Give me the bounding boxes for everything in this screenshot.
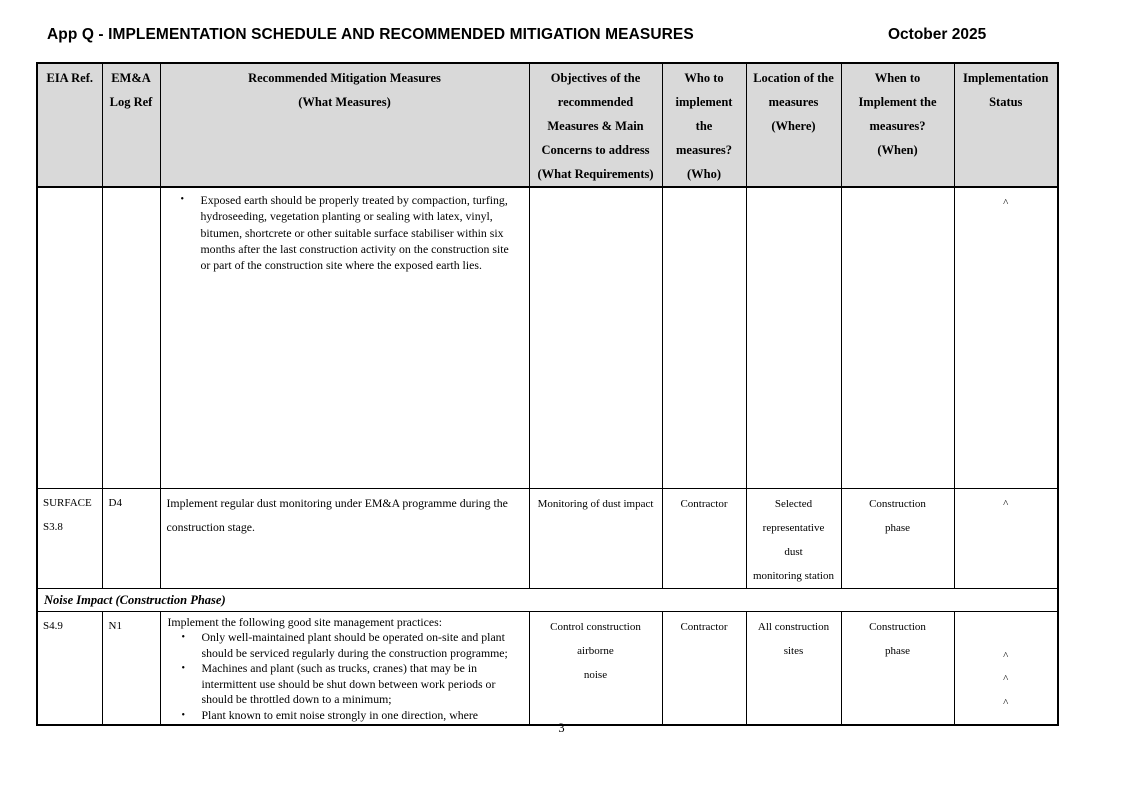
log-ref-cell: [102, 187, 160, 488]
header-line: Log Ref: [109, 95, 153, 109]
eia-ref-line: SURFACE: [43, 496, 92, 509]
objective-line: noise: [583, 668, 608, 681]
measure-bullet-item: [175, 192, 521, 273]
page-number: 3: [558, 721, 565, 735]
who-cell: [662, 488, 746, 588]
when-line: Construction: [869, 497, 926, 510]
status-mark: ^: [1003, 696, 1009, 709]
status-mark-stack: [959, 645, 1054, 716]
objective-line: Control construction: [550, 620, 641, 633]
status-cell: [954, 488, 1058, 588]
measure-bullet-item: [178, 630, 521, 661]
header-line: measures?: [675, 143, 732, 157]
header-line: Measures & Main: [547, 119, 644, 133]
where-line: dust: [784, 545, 803, 558]
bullet-icon: •: [181, 663, 186, 675]
col-header-who: [662, 63, 746, 187]
status-mark: ^: [1003, 497, 1009, 510]
status-mark: ^: [1003, 649, 1009, 662]
who-cell: [662, 611, 746, 725]
measure-text: Implement regular dust monitoring under EM&A programme during the construction stage.: [166, 495, 508, 534]
log-ref-cell: [102, 488, 160, 588]
status-mark: ^: [1003, 197, 1009, 209]
header-line: measures?: [869, 119, 926, 133]
where-line: All construction: [757, 620, 830, 633]
objectives-cell: [529, 187, 662, 488]
objectives-cell: [529, 488, 662, 588]
header-line: Objectives of the: [550, 71, 641, 85]
mitigation-schedule-table: [36, 62, 1059, 726]
header-line: (Who): [686, 167, 722, 181]
eia-ref-cell: [37, 488, 102, 588]
bullet-icon: •: [181, 632, 186, 644]
who-text: Contractor: [680, 497, 728, 510]
header-line: EIA Ref.: [46, 71, 94, 85]
col-header-objectives: [529, 63, 662, 187]
page-title: App Q - IMPLEMENTATION SCHEDULE AND RECOMMENDED MITIGATION MEASURES: [47, 26, 694, 43]
measure-text: Only well-maintained plant should be operated on-site and plant should be serviced regularly during the construction programme;: [201, 630, 508, 660]
table-header-row: [37, 63, 1058, 187]
header-line: (What Measures): [298, 95, 391, 109]
log-ref-cell: [102, 611, 160, 725]
measure-intro: Implement the following good site management practices:: [167, 614, 443, 629]
eia-ref-cell: [37, 611, 102, 725]
when-cell: [841, 611, 954, 725]
where-line: monitoring station: [753, 569, 834, 582]
who-text: Contractor: [680, 620, 728, 633]
where-line: sites: [783, 644, 804, 657]
col-header-where: [746, 63, 841, 187]
table-section-row: [37, 588, 1058, 611]
measure-bullet-item: [178, 661, 521, 708]
where-cell: [746, 187, 841, 488]
eia-ref-cell: [37, 187, 102, 488]
header-line: Concerns to address: [541, 143, 650, 157]
header-line: Implement the: [858, 95, 937, 109]
col-header-ema-log-ref: [102, 63, 160, 187]
header-line: (Where): [771, 119, 816, 133]
header-line: EM&A: [111, 71, 151, 85]
col-header-when: [841, 63, 954, 187]
header-line: Status: [989, 95, 1023, 109]
table-row-dust-monitoring: [37, 488, 1058, 588]
where-cell: [746, 488, 841, 588]
status-cell: [954, 611, 1058, 725]
when-line: phase: [884, 644, 911, 657]
header-line: Location of the: [753, 71, 834, 85]
section-heading: Noise Impact (Construction Phase): [44, 592, 226, 607]
header-line: When to: [874, 71, 921, 85]
where-line: representative: [762, 521, 825, 534]
section-heading-cell: [37, 588, 1058, 611]
when-line: Construction: [869, 620, 926, 633]
bullet-icon: •: [181, 710, 186, 722]
when-line: phase: [884, 521, 911, 534]
measure-text: Machines and plant (such as trucks, cranes) that may be in intermittent use should be shut down between work periods or should be throttled down to a minimum;: [201, 661, 496, 707]
log-ref-value: D4: [108, 496, 122, 509]
header-line: measures: [768, 95, 819, 109]
objective-line: airborne: [577, 644, 614, 657]
eia-ref-line: S3.8: [43, 520, 63, 533]
status-mark: ^: [1003, 673, 1009, 685]
header-line: Recommended Mitigation Measures: [248, 71, 441, 85]
header-line: (When): [877, 143, 918, 157]
eia-ref-value: S4.9: [43, 619, 63, 632]
table-row-continuation: [37, 187, 1058, 488]
header-line: (What Requirements): [537, 167, 654, 181]
where-line: Selected: [774, 497, 813, 510]
objectives-cell: [529, 611, 662, 725]
header-line: Implementation: [963, 71, 1049, 85]
header-line: Who to: [684, 71, 724, 85]
measures-cell: [160, 187, 529, 488]
header-line: recommended: [557, 95, 634, 109]
measures-cell: [160, 488, 529, 588]
page-date: October 2025: [888, 26, 987, 43]
log-ref-value: N1: [108, 619, 122, 632]
col-header-status: [954, 63, 1058, 187]
bullet-icon: •: [180, 194, 185, 205]
when-cell: [841, 187, 954, 488]
col-header-measures: [160, 63, 529, 187]
status-cell: [954, 187, 1058, 488]
objective-text: Monitoring of dust impact: [537, 497, 654, 510]
measures-cell: [160, 611, 529, 725]
header-line: the: [695, 119, 713, 133]
col-header-eia-ref: [37, 63, 102, 187]
when-cell: [841, 488, 954, 588]
table-row-noise-management: [37, 611, 1058, 725]
measure-text: Plant known to emit noise strongly in one direction, where: [201, 708, 479, 723]
who-cell: [662, 187, 746, 488]
measure-text: Exposed earth should be properly treated by compaction, turfing, hydroseeding, vegetation planting or sealing with latex, vinyl, bitumen, shortcrete or other suitable surface stabiliser within six months after the last construction activity on the construction site or part of the construction site where the exposed earth lies.: [200, 193, 509, 273]
where-cell: [746, 611, 841, 725]
header-line: implement: [675, 95, 733, 109]
